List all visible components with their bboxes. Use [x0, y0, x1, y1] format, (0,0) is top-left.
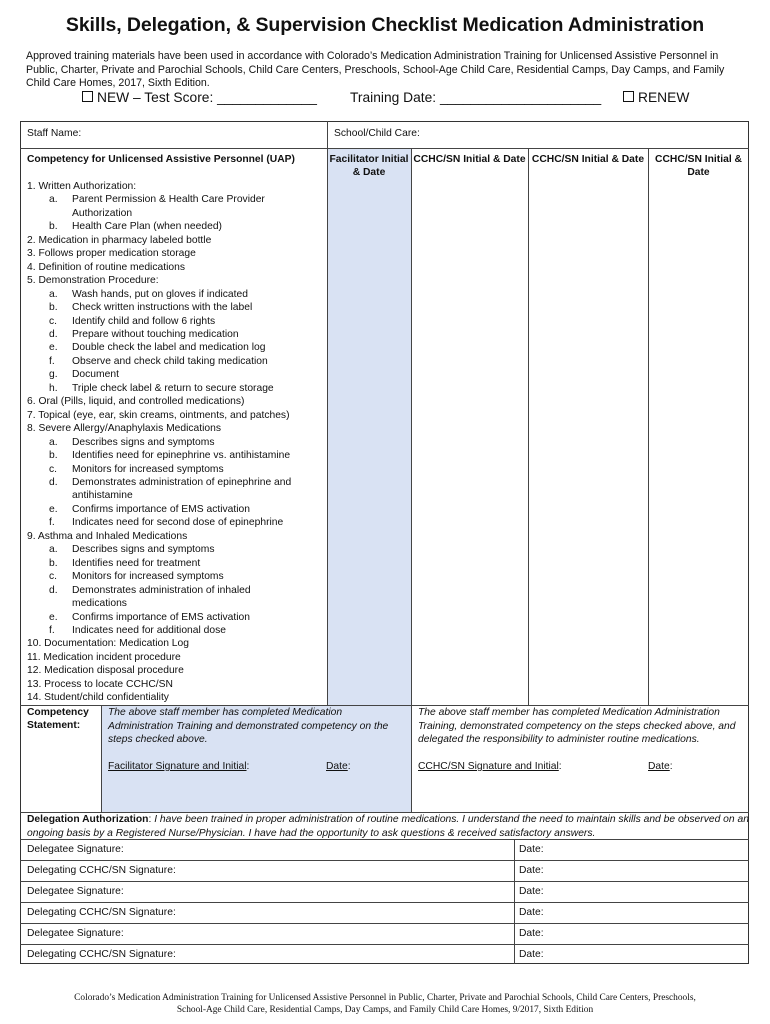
competency-subitem: b. Identifies need for treatment: [49, 557, 201, 569]
competency-item: 11. Medication incident procedure: [27, 651, 181, 663]
delegation-authorization: Delegation Authorization: I have been trained in proper administration of routine medications. I understand the need to maintain skills and be observed on an ongoing basis by a Registered Nurse/Physician. I have had the opportunity to ask questions & received satisfactory answers.: [27, 814, 749, 839]
facilitator-column-shade: [327, 149, 411, 706]
signature-date-label[interactable]: Date:: [519, 907, 544, 918]
competency-item: 13. Process to locate CCHC/SN: [27, 678, 173, 690]
cchc-header: CCHC/SN Initial & Date: [413, 154, 526, 165]
signature-date-label[interactable]: Date:: [519, 886, 544, 897]
staff-name-field[interactable]: [100, 124, 322, 144]
signature-date-label[interactable]: Date:: [519, 865, 544, 876]
statement-label: Statement:: [27, 720, 81, 731]
competency-item: 14. Student/child confidentiality: [27, 692, 169, 704]
competency-subitem-continued: medications: [72, 598, 127, 610]
competency-item: 2. Medication in pharmacy labeled bottle: [27, 234, 212, 246]
checkbox-icon[interactable]: [623, 91, 634, 102]
competency-subitem: b. Health Care Plan (when needed): [49, 221, 222, 233]
signature-label[interactable]: Delegatee Signature:: [27, 928, 124, 939]
competency-subitem: c. Monitors for increased symptoms: [49, 571, 224, 583]
competency-subitem: e. Double check the label and medication log: [49, 342, 266, 354]
competency-subitem: h. Triple check label & return to secure storage: [49, 382, 274, 394]
competency-list: [27, 180, 327, 705]
competency-subitem: c. Identify child and follow 6 rights: [49, 315, 216, 327]
competency-subitem: e. Confirms importance of EMS activation: [49, 503, 250, 515]
competency-subitem: d. Demonstrates administration of epinephrine and: [49, 476, 292, 488]
competency-subitem: c. Monitors for increased symptoms: [49, 463, 224, 475]
signature-label[interactable]: Delegating CCHC/SN Signature:: [27, 865, 176, 876]
competency-subitem: f. Indicates need for additional dose: [49, 624, 226, 636]
footer: [0, 992, 770, 1016]
competency-item: 4. Definition of routine medications: [27, 261, 185, 273]
competency-subitem: f. Observe and check child taking medication: [49, 355, 268, 367]
competency-subitem: a. Wash hands, put on gloves if indicated: [49, 288, 248, 300]
competency-item: 12. Medication disposal procedure: [27, 665, 184, 677]
competency-subitem: d. Demonstrates administration of inhaled: [49, 584, 251, 596]
cchc-header: CCHC/SN Initial & Date: [655, 154, 742, 179]
competency-item: 1. Written Authorization:: [27, 181, 137, 192]
page-title: Skills, Delegation, & Supervision Checklist Medication Administration: [65, 14, 705, 36]
signature-date-label[interactable]: Date:: [519, 844, 544, 855]
competency-subitem: e. Confirms importance of EMS activation: [49, 611, 250, 623]
signature-label[interactable]: Delegatee Signature:: [27, 844, 124, 855]
test-options: [0, 90, 770, 108]
competency-subitem: a. Describes signs and symptoms: [49, 544, 215, 556]
competency-item: 8. Severe Allergy/Anaphylaxis Medications: [27, 423, 222, 435]
competency-item: 7. Topical (eye, ear, skin creams, ointments, and patches): [27, 409, 290, 421]
training-date-label: Training Date: _____________________: [350, 90, 602, 105]
facilitator-header: Facilitator Initial & Date: [329, 154, 409, 179]
cchc-date-label[interactable]: Date:: [648, 761, 673, 772]
cchc-header: CCHC/SN Initial & Date: [531, 154, 645, 165]
footer-line: Colorado’s Medication Administration Training for Unlicensed Assistive Personnel in Public, Charter, Private and Parochial Schools, Child Care Centers, Preschools,: [74, 993, 696, 1003]
facilitator-signature-label[interactable]: Facilitator Signature and Initial:: [108, 761, 250, 772]
competency-subitem: a. Describes signs and symptoms: [49, 436, 215, 448]
new-label: NEW – Test Score: _____________: [97, 90, 317, 105]
renew-label: RENEW: [638, 90, 690, 105]
competency-subitem-continued: Authorization: [72, 207, 133, 219]
competency-subitem: d. Prepare without touching medication: [49, 328, 239, 340]
competency-subitem: g. Document: [49, 369, 119, 381]
competency-subitem: f. Indicates need for second dose of epinephrine: [49, 517, 284, 529]
cchc-signature-label[interactable]: CCHC/SN Signature and Initial:: [418, 761, 562, 772]
competency-subitem-continued: antihistamine: [72, 490, 133, 502]
footer-line: School-Age Child Care, Residential Camps, Day Camps, and Family Child Care Homes, 9/2017, Sixth Edition: [176, 1005, 594, 1015]
school-field[interactable]: [432, 124, 744, 144]
competency-item: 10. Documentation: Medication Log: [27, 638, 189, 650]
school-label: School/Child Care:: [334, 128, 420, 139]
competency-item: 9. Asthma and Inhaled Medications: [27, 530, 188, 542]
signature-label[interactable]: Delegatee Signature:: [27, 886, 124, 897]
competency-subitem: b. Identifies need for epinephrine vs. antihistamine: [49, 450, 291, 462]
facilitator-date-label[interactable]: Date:: [326, 761, 351, 772]
competency-subitem: a. Parent Permission & Health Care Provider: [49, 194, 265, 206]
signature-label[interactable]: Delegating CCHC/SN Signature:: [27, 949, 176, 960]
intro-text: Approved training materials have been used in accordance with Colorado’s Medication Administration Training for Unlicensed Assistive Personnel in Public, Charter, Private and Parochial Schools, Child Care Centers, Preschools, School-Age Child Care, Residential Camps, Day Camps, and Family Child Care Homes, 2017, Sixth Edition.: [26, 50, 725, 89]
statement-label: Competency: [27, 707, 89, 718]
competency-item: 6. Oral (Pills, liquid, and controlled medications): [27, 396, 245, 408]
checkbox-icon[interactable]: [82, 91, 93, 102]
competency-item: 3. Follows proper medication storage: [27, 248, 196, 260]
signature-label[interactable]: Delegating CCHC/SN Signature:: [27, 907, 176, 918]
competency-item: 5. Demonstration Procedure:: [27, 275, 159, 287]
cchc-statement: The above staff member has completed Medication Administration Training, demonstrated competency on the steps checked above, and delegated the responsibility to administer routine medications.: [418, 707, 736, 745]
competency-header: Competency for Unlicensed Assistive Personnel (UAP): [27, 154, 295, 165]
signature-date-label[interactable]: Date:: [519, 928, 544, 939]
signature-date-label[interactable]: Date:: [519, 949, 544, 960]
new-option[interactable]: [82, 90, 317, 105]
competency-subitem: b. Check written instructions with the label: [49, 302, 253, 314]
facilitator-statement: The above staff member has completed Medication Administration Training and demonstrated competency on the steps checked above.: [108, 707, 389, 745]
staff-name-label: Staff Name:: [27, 128, 82, 139]
renew-option[interactable]: [623, 90, 689, 105]
